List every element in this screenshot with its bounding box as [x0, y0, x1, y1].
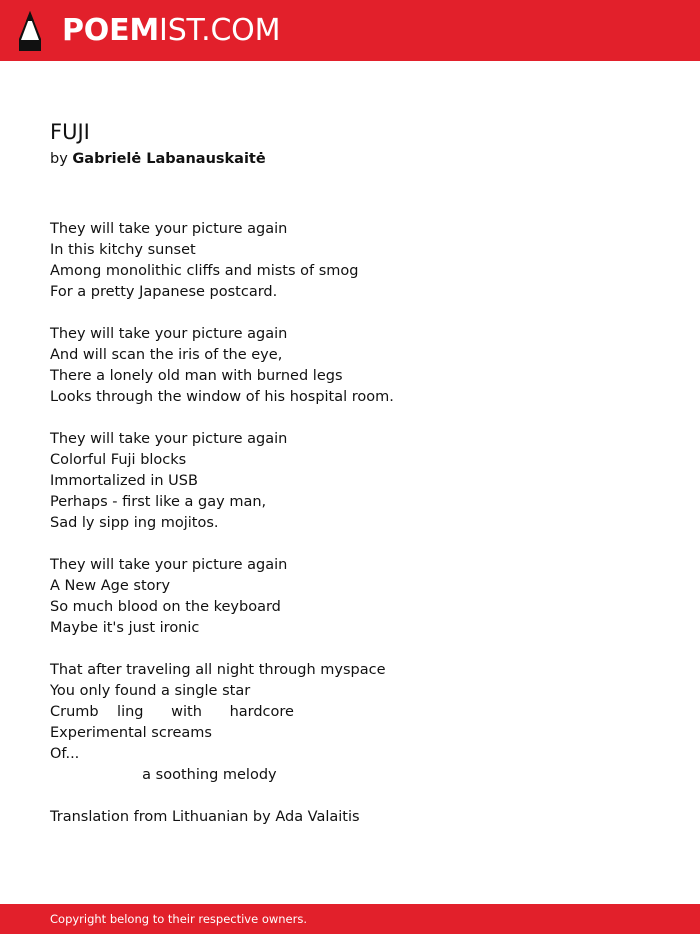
poem-line: They will take your picture again — [50, 326, 288, 342]
poem-line: Crumb ling with hardcore — [50, 704, 294, 720]
poem-line: Immortalized in USB — [50, 473, 198, 489]
stanza-break — [50, 408, 650, 429]
poem-line: They will take your picture again — [50, 221, 288, 237]
poem-line: They will take your picture again — [50, 557, 288, 573]
byline-prefix: by — [50, 151, 68, 167]
poem-line: Translation from Lithuanian by Ada Valaitis — [50, 809, 360, 825]
author-name: Gabrielė Labanauskaitė — [72, 151, 266, 167]
poem-line: Maybe it's just ironic — [50, 620, 200, 636]
poem-line: There a lonely old man with burned legs — [50, 368, 343, 384]
stanza-break — [50, 303, 650, 324]
poem-line: For a pretty Japanese postcard. — [50, 284, 278, 300]
poem-line: They will take your picture again — [50, 431, 288, 447]
poem-line: And will scan the iris of the eye, — [50, 347, 283, 363]
site-header — [0, 0, 700, 61]
poem-title: FUJI — [50, 120, 90, 144]
poem-line: You only found a single star — [50, 683, 251, 699]
poem-line: A New Age story — [50, 578, 171, 594]
poem-line: Among monolithic cliffs and mists of smog — [50, 263, 359, 279]
poem-line: So much blood on the keyboard — [50, 599, 281, 615]
byline — [50, 149, 266, 169]
stanza-break — [50, 534, 650, 555]
poem-line: a soothing melody — [50, 767, 277, 783]
logo-text-light: IST.COM — [159, 13, 281, 48]
poem-line: Of... — [50, 746, 80, 762]
logo-text-bold: POEM — [62, 13, 160, 48]
poem-line: Perhaps - first like a gay man, — [50, 494, 267, 510]
site-footer — [0, 904, 700, 934]
site-logo[interactable] — [62, 11, 280, 51]
poem-line: Looks through the window of his hospital room. — [50, 389, 394, 405]
pencil-tip-icon — [18, 10, 42, 51]
poem-line: In this kitchy sunset — [50, 242, 196, 258]
poem-line: Colorful Fuji blocks — [50, 452, 187, 468]
poem-body — [50, 219, 650, 828]
poem-line: That after traveling all night through myspace — [50, 662, 386, 678]
poem-line: Sad ly sipp ing mojitos. — [50, 515, 219, 531]
stanza-break — [50, 786, 650, 807]
poem-line: Experimental screams — [50, 725, 212, 741]
copyright-notice: Copyright belong to their respective owners. — [50, 912, 308, 926]
stanza-break — [50, 639, 650, 660]
